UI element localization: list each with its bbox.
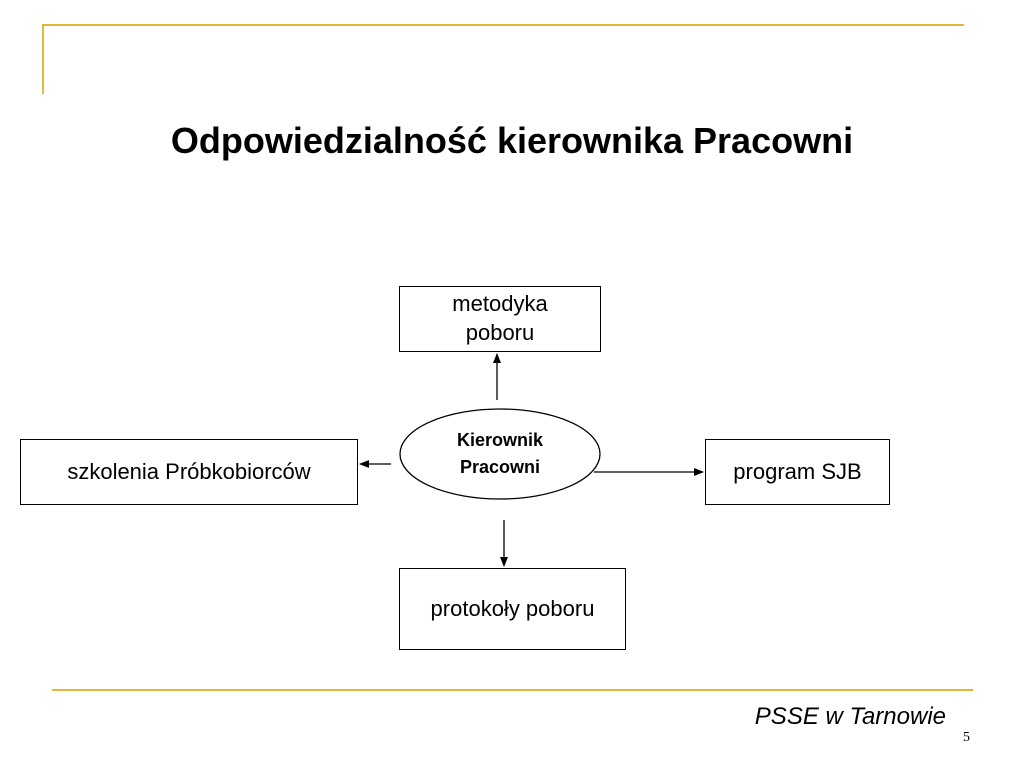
slide-title: Odpowiedzialność kierownika Pracowni [170, 120, 854, 161]
node-kierownik-pracowni-label: Kierownik Pracowni [456, 430, 544, 477]
node-program-sjb-label: program SJB [733, 458, 862, 484]
node-kierownik-pracowni [399, 408, 601, 500]
node-program-sjb [705, 439, 890, 505]
node-szkolenia-probkobiorcow [20, 439, 358, 505]
node-metodyka-poboru [399, 286, 601, 352]
node-szkolenia-probkobiorcow-label: szkolenia Próbkobiorców [67, 458, 311, 484]
node-protokoly-poboru [399, 568, 626, 650]
page-number: 5 [963, 730, 970, 745]
node-metodyka-poboru-label: metodyka poboru [452, 291, 548, 345]
node-protokoly-poboru-label: protokoły poboru [430, 595, 595, 621]
bottom-accent-line [52, 689, 973, 691]
footer-organization: PSSE w Tarnowie [754, 703, 946, 730]
